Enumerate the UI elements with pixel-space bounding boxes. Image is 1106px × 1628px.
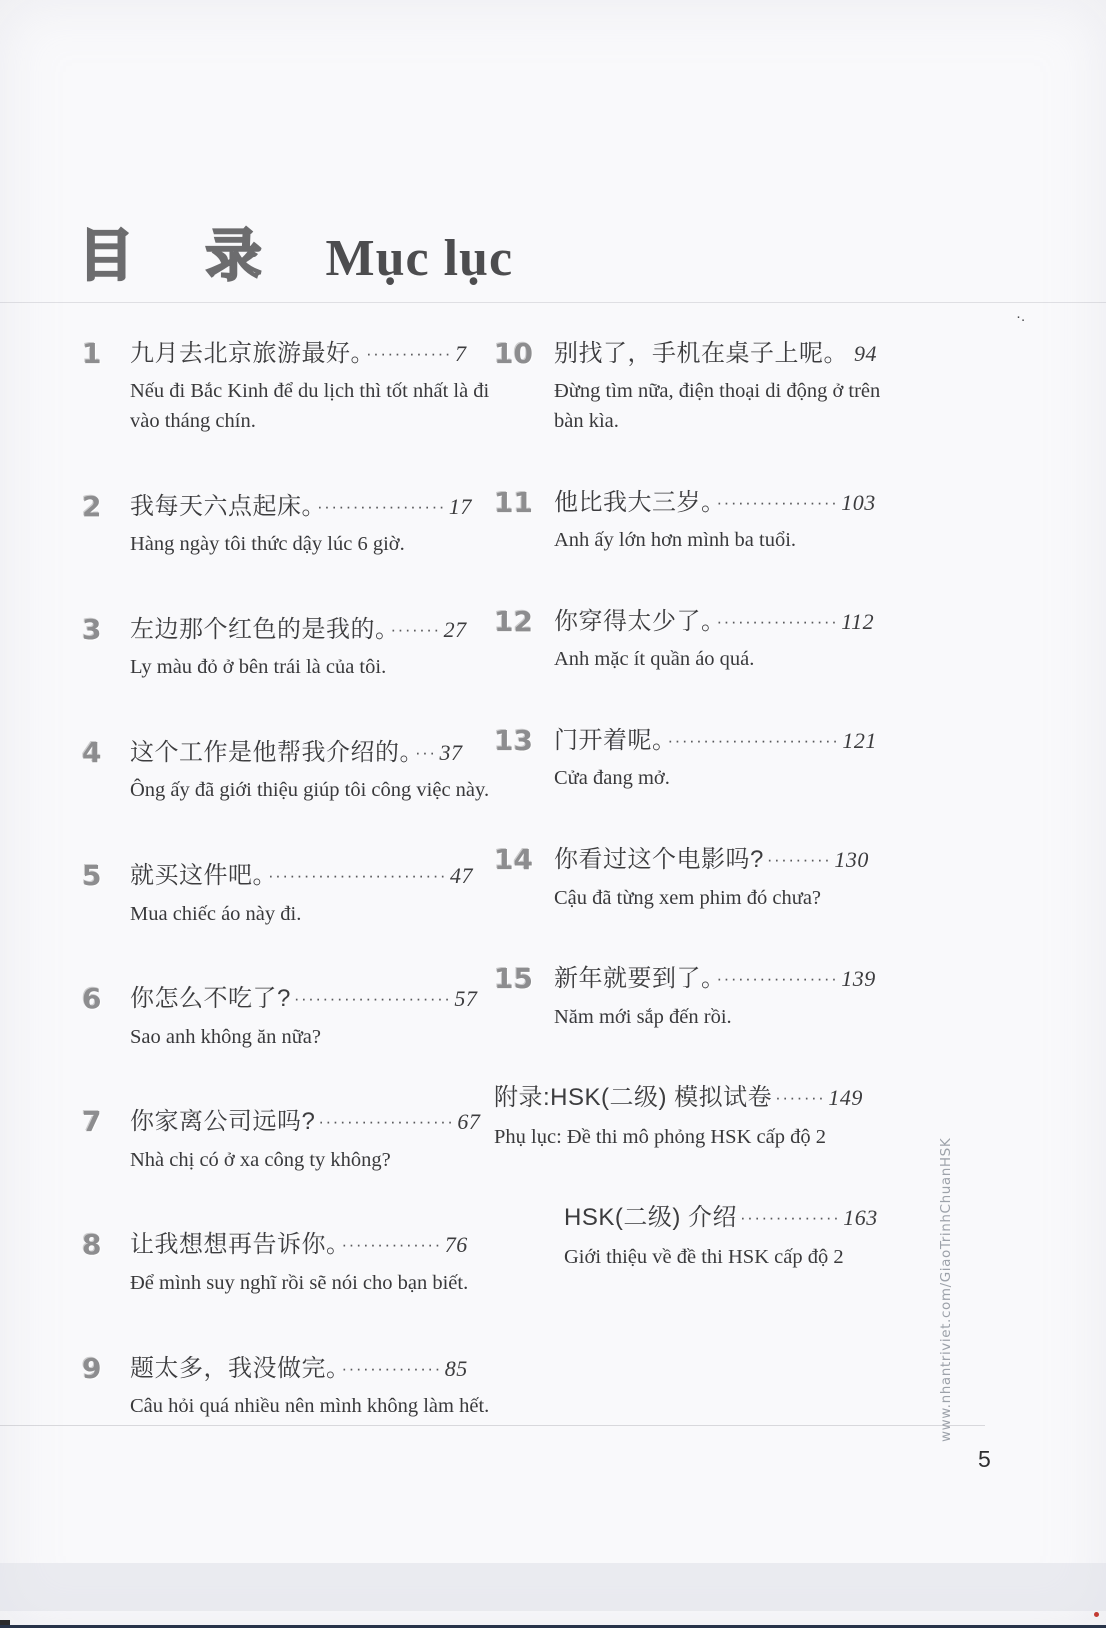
chapter-title-vi: Để mình suy nghĩ rồi sẽ nói cho bạn biết. (130, 1271, 469, 1294)
toc-entry (82, 983, 494, 1052)
chapter-page-ref: 103 (841, 489, 876, 515)
appendix-title-vi: Phụ lục: Đề thi mô phỏng HSK cấp độ 2 (494, 1125, 826, 1148)
chapter-title-cn: 你怎么不吃了? (130, 985, 291, 1013)
toc-entry (82, 491, 494, 560)
chapter-page-ref: 130 (834, 847, 869, 873)
dot-leader: ················· (716, 611, 839, 631)
publisher-watermark: www.nhantriviet.com/GiaoTrinhChuanHSK (938, 1137, 954, 1442)
chapter-number: 5 (82, 859, 102, 893)
chapter-title-cn: 你看过这个电影吗? (554, 846, 764, 874)
toc-entry (82, 1106, 494, 1175)
dot-leader: ······················ (293, 989, 452, 1009)
page-number: 5 (978, 1446, 991, 1472)
title-chinese: 目 录 (78, 224, 288, 289)
chapter-title-cn: 左边那个红色的是我的。 (130, 615, 388, 643)
chapter-number: 4 (82, 736, 102, 770)
chapter-title-vi: Anh mặc ít quần áo quá. (554, 648, 755, 671)
chapter-title-cn: 他比我大三岁。 (554, 488, 714, 516)
toc-column-right (494, 338, 906, 1323)
toc-entry (82, 737, 494, 806)
chapter-page-ref: 139 (841, 966, 876, 992)
title-vietnamese: Mục lục (325, 230, 514, 287)
chapter-number: 13 (494, 724, 533, 758)
dot-leader: ········· (766, 850, 832, 870)
chapter-title-vi: Nhà chị có ở xa công ty không? (130, 1148, 391, 1171)
dot-leader: ······· (390, 619, 441, 639)
chapter-number: 2 (82, 489, 102, 523)
chapter-number: 14 (494, 843, 533, 877)
scan-artifact-line (0, 1425, 985, 1426)
chapter-title-vi: Năm mới sắp đến rồi. (554, 1005, 732, 1028)
chapter-title-cn: 题太多，我没做完。 (130, 1354, 339, 1382)
chapter-title-cn: 我每天六点起床。 (130, 492, 314, 520)
chapter-title-vi: Nếu đi Bắc Kinh để du lịch thì tốt nhất là đi vào tháng chín. (130, 380, 490, 433)
chapter-page-ref: 121 (842, 728, 877, 754)
chapter-title-cn: 你家离公司远吗? (130, 1108, 316, 1136)
chapter-title-vi: Cửa đang mở. (554, 767, 670, 790)
chapter-number: 6 (82, 982, 102, 1016)
dot-leader: ························· (268, 866, 448, 886)
chapter-title-cn: 别找了，手机在桌子上呢。 (554, 340, 848, 367)
chapter-page-ref: 67 (457, 1109, 481, 1135)
page-title (78, 212, 513, 292)
chapter-title-vi: Ông ấy đã giới thiệu giúp tôi công việc này. (130, 779, 490, 802)
chapter-title-vi: Anh ấy lớn hơn mình ba tuổi. (554, 529, 797, 552)
appendix-title-cn: 附录:HSK(二级) 模拟试卷 (494, 1084, 773, 1112)
dot-leader: ·················· (317, 496, 446, 516)
scan-artifact-band (0, 1563, 1106, 1611)
chapter-number: 12 (494, 604, 533, 638)
chapter-title-vi: Đừng tìm nữa, điện thoại di động ở trên bàn kìa. (554, 380, 881, 433)
toc-entry (494, 606, 906, 675)
chapter-page-ref: 57 (454, 986, 478, 1012)
chapter-page-ref: 112 (841, 608, 875, 634)
chapter-title-vi: Sao anh không ăn nữa? (130, 1025, 322, 1048)
chapter-page-ref: 27 (443, 616, 467, 642)
appendix-page-ref: 149 (828, 1085, 863, 1111)
scan-artifact-dot (1094, 1612, 1099, 1617)
appendix-entry (494, 1082, 906, 1152)
chapter-number: 10 (494, 337, 533, 370)
chapter-page-ref: 7 (454, 341, 467, 366)
chapter-number: 11 (494, 485, 533, 519)
toc-entry (494, 338, 906, 437)
chapter-title-cn: 就买这件吧。 (130, 862, 265, 890)
dot-leader: ············ (366, 344, 452, 363)
chapter-title-cn: 门开着呢。 (554, 727, 665, 755)
dot-leader: ························ (667, 731, 840, 751)
chapter-title-vi: Mua chiếc áo này đi. (130, 902, 302, 925)
dot-leader: ·············· (341, 1358, 442, 1378)
chapter-title-cn: 让我想想再告诉你。 (130, 1231, 339, 1259)
chapter-page-ref: 76 (444, 1232, 468, 1258)
dot-leader: ······· (775, 1088, 826, 1108)
dot-leader: ················· (716, 969, 839, 989)
dot-leader: ·············· (341, 1235, 442, 1255)
chapter-title-cn: 新年就要到了。 (554, 965, 714, 993)
toc-entry (494, 725, 906, 794)
scan-artifact-line (0, 302, 1106, 303)
chapter-number: 7 (82, 1105, 102, 1139)
chapter-title-vi: Ly màu đỏ ở bên trái là của tôi. (130, 656, 387, 679)
dot-leader: ·············· (740, 1208, 841, 1228)
chapter-number: 9 (82, 1351, 102, 1385)
scan-artifact-mark: ·. (1016, 308, 1026, 325)
chapter-page-ref: 47 (450, 863, 474, 889)
chapter-number: 15 (494, 962, 533, 996)
chapter-page-ref: 37 (439, 740, 463, 766)
dot-leader: ················· (716, 492, 839, 512)
appendix-entry (494, 1202, 906, 1272)
chapter-title-vi: Câu hỏi quá nhiều nên mình không làm hết. (130, 1394, 490, 1417)
chapter-title-cn: 九月去北京旅游最好。 (130, 340, 363, 367)
chapter-page-ref: 94 (854, 341, 877, 366)
chapter-title-cn: 你穿得太少了。 (554, 607, 714, 635)
toc-entry (494, 844, 906, 913)
chapter-number: 1 (82, 337, 102, 370)
toc-entry (82, 860, 494, 929)
chapter-number: 8 (82, 1228, 102, 1262)
toc-entry (494, 963, 906, 1032)
chapter-number: 3 (82, 612, 102, 646)
appendix-page-ref: 163 (843, 1205, 878, 1231)
chapter-page-ref: 85 (444, 1355, 468, 1381)
toc-entry (82, 338, 494, 437)
toc-entry (82, 614, 494, 683)
toc-entry (82, 1229, 494, 1298)
toc-column-left (82, 338, 494, 1476)
chapter-title-vi: Hàng ngày tôi thức dậy lúc 6 giờ. (130, 533, 405, 556)
dot-leader: ··· (415, 743, 437, 763)
chapter-title-cn: 这个工作是他帮我介绍的。 (130, 739, 412, 767)
chapter-title-vi: Cậu đã từng xem phim đó chưa? (554, 886, 822, 909)
toc-entry (494, 487, 906, 556)
appendix-title-vi: Giới thiệu về đề thi HSK cấp độ 2 (564, 1245, 844, 1268)
chapter-page-ref: 17 (448, 493, 472, 519)
appendix-title-cn: HSK(二级) 介绍 (564, 1204, 737, 1232)
dot-leader: ··················· (318, 1112, 455, 1132)
toc-entry (82, 1353, 494, 1422)
